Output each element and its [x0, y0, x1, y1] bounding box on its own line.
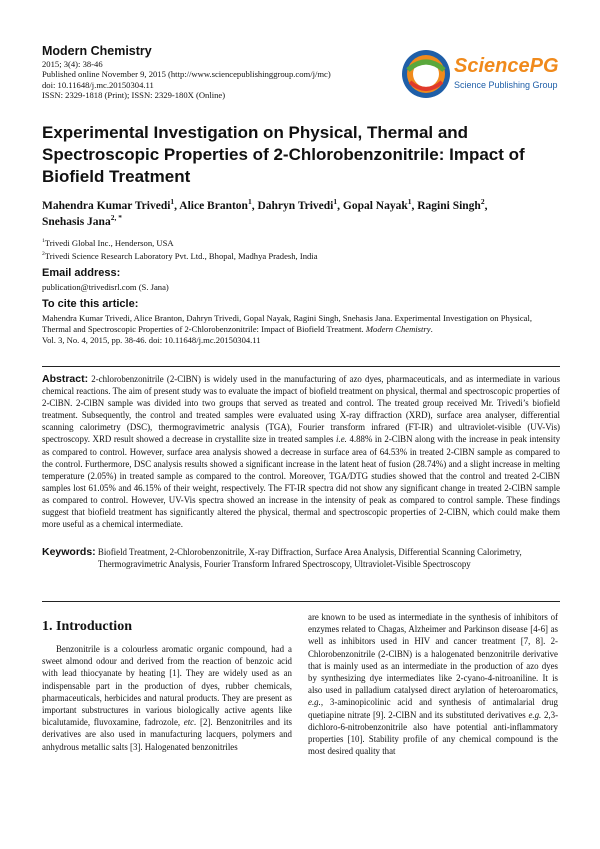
author: Mahendra Kumar Trivedi$^1$, [42, 197, 180, 212]
abstract-label: Abstract: [42, 373, 89, 385]
keywords-label: Keywords: [42, 546, 96, 558]
divider [42, 366, 560, 367]
publisher-logo [398, 40, 568, 108]
intro-right-column: are known to be used as intermediate in the synthesis of inhibitors of enzymes related to Chagas, Alzheimer and Parkinson disease [4-6] as well as inhibitors used in HIV and cancer treatment [7, 8]. 2-Chlorobenzonitrile (2-ClBN) is a halogenated benzonitrile derivative that is mainly used as an intermediate in the production of azo dyes by synthesizing dye intermediates like 2-cyano-4-nitroaniline. It is also used in palladium catalysed direct arylation of heteroaromatics, e.g., 3-aminopicolinic acid and synthesis of antimalarial drug quetiapine nitrate [9]. 2-ClBN and its substituted derivatives e.g. 2,3-dichloro-6-nitrobenzonitrile also have potential anti-inflammatory properties [10]. Stability profile of any chemical compound is the most desired quality that [308, 612, 559, 757]
keywords [42, 546, 560, 570]
author: Alice Branton$^1$, [179, 197, 258, 212]
divider [42, 601, 560, 602]
cite-heading: To cite this article: [42, 298, 139, 310]
journal-name: Modern Chemistry [42, 44, 152, 58]
author-list [42, 198, 542, 230]
affiliations [42, 237, 318, 263]
author: Snehasis Jana$^{2, *}$ [42, 213, 122, 228]
affiliation: $^1$Trivedi Global Inc., Henderson, USA [42, 238, 174, 248]
logo-tagline: Science Publishing Group [454, 80, 558, 90]
journal-meta [42, 59, 331, 101]
author: Ragini Singh$^2$, [417, 197, 488, 212]
article-title: Experimental Investigation on Physical, Thermal and Spectroscopic Properties of 2-Chlorobenzonitrile: Impact of Biofield Treatment [42, 123, 525, 186]
doi-line: doi: 10.11648/j.mc.20150304.11 [42, 79, 154, 90]
issn-line: ISSN: 2329-1818 (Print); ISSN: 2329-180X (Online) [42, 90, 226, 101]
issue-line: 2015; 3(4): 38-46 [42, 59, 103, 69]
published-line: Published online November 9, 2015 (http://www.sciencepublishinggroup.com/j/mc) [42, 69, 331, 80]
email-heading: Email address: [42, 267, 121, 279]
keywords-text: Biofield Treatment, 2-Chlorobenzonitrile, X-ray Diffraction, Surface Area Analysis, Differential Scanning Calorimetry, Thermogravimetric Analysis, Fourier Transform Infrared Spectroscopy, Ultraviolet-Visible Spectroscopy [97, 547, 522, 570]
email-address[interactable]: publication@trivedisrl.com (S. Jana) [42, 282, 169, 292]
affiliation: $^2$Trivedi Science Research Laboratory Pvt. Ltd., Bhopal, Madhya Pradesh, India [42, 251, 318, 261]
abstract: Abstract: 2-chlorobenzonitrile (2-ClBN) is widely used in the manufacturing of azo dyes, pharmaceuticals, and as intermediate in various chemical reactions. The aim of present study was to evaluate the impact of biofield treatment on physical, thermal and spectroscopic properties of 2-ClBN. 2-ClBN sample was divided into two groups that served as treated and control. The treated group received Mr. Trivedi’s biofield treatment. Subsequently, the control and treated samples were evaluated using X-ray diffraction (XRD), surface area analyser, differential scanning calorimetry (DSC), thermogravimetric analysis (TGA), Fourier transform infrared (FT-IR) and ultraviolet-visible (UV-Vis) spectroscopy. XRD result showed a decrease in crystallite size in treated samples i.e. 4.88% in 2-ClBN along with the increase in peak intensity as compared to control. However, surface area analysis showed a decrease in surface area of 64.53% in treated 2-ClBN sample as compared to the control. Furthermore, DSC analysis results showed a significant increase in the latent heat of fusion (28.74%) and a slight increase in melting temperature (2.05%) in treated sample as compared to the control. Moreover, TGA/DTG studies showed that the control and treated 2-ClBN samples lost 61.05% and 46.15% of their weight, respectively. The FT-IR spectra did not show any significant change in treated 2-ClBN sample as compared to control. However, UV-Vis spectra showed an increase in the intensity of peak as compared to control sample. These findings suggest that biofield treatment has significantly altered the physical, thermal and spectroscopic properties of 2-ClBN, which could make them more useful as a chemical intermediate. [42, 373, 561, 530]
author: Dahryn Trivedi$^1$, [257, 197, 343, 212]
author: Gopal Nayak$^1$, [342, 197, 418, 212]
logo-name: SciencePG [454, 55, 559, 77]
citation: Mahendra Kumar Trivedi, Alice Branton, Dahryn Trivedi, Gopal Nayak, Ragini Singh, Snehasis Jana. Experimental Investigation on Physical, Thermal and Spectroscopic Properties of 2-Chlorobenzonitrile: Impact of Biofield Treatment. Modern Chemistry. Vol. 3, No. 4, 2015, pp. 38-46. doi: 10.11648/j.mc.20150304.11 [42, 313, 533, 346]
sciencepg-logo-icon [398, 40, 568, 108]
section-heading: 1. Introduction [42, 619, 132, 634]
intro-left-column: Benzonitrile is a colourless aromatic organic compound, had a sweet almond odour and derived from the reaction of benzoic acid with lead thiocyanate by heating [1]. They are widely used as an indispensable part in the production of dyes, rubber chemicals, pharmaceuticals, herbicides and natural products. They are present as important substructures in various biologically active agents like bicalutamide, fluvoxamine, fadrozole, etc. [2]. Benzonitriles and its derivatives are also used in manufacturing lacquers, polymers and anhydrous metallic salts [3]. Halogenated benzonitriles [42, 644, 293, 752]
